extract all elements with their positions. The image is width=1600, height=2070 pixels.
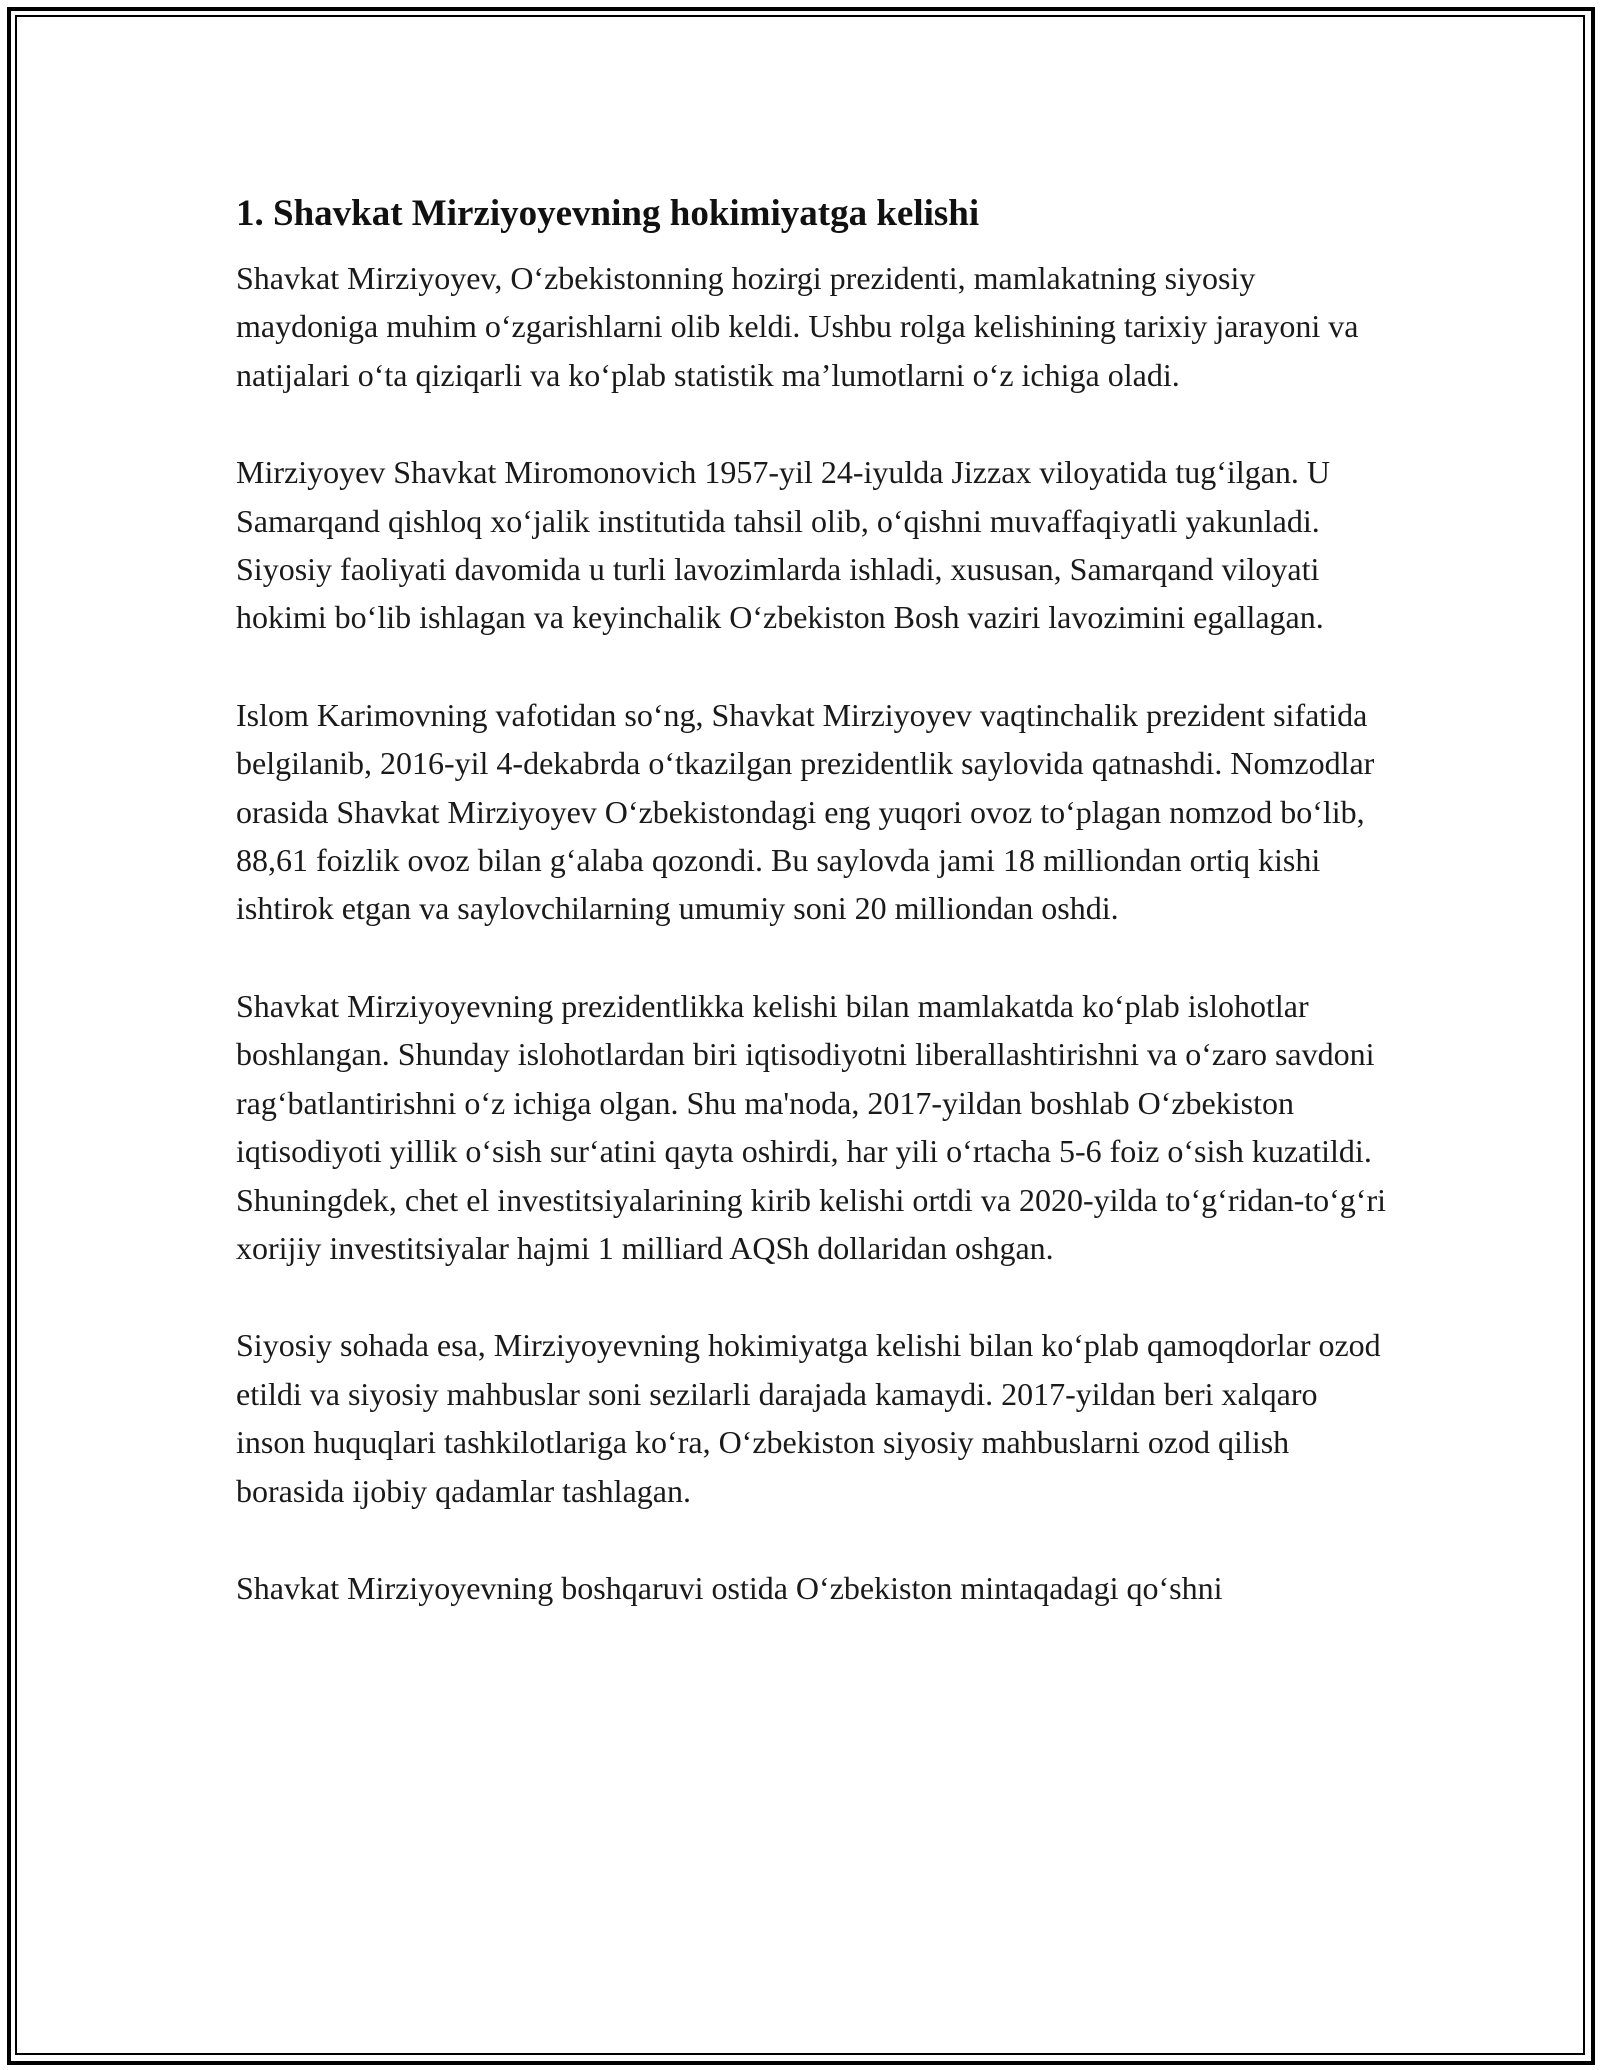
paragraph-2: Mirziyoyev Shavkat Miromonovich 1957-yil 24-iyulda Jizzax viloyatida tug‘ilgan. U Samarqand qishloq xo‘jalik institutida tahsil olib, o‘qishni muvaffaqiyatli yakunladi. Siyosiy faoliyati davomida u turli lavozimlarda ishladi, xususan, Samarqand viloyati hokimi bo‘lib ishlagan va keyinchalik O‘zbekiston Bosh vaziri lavozimini egallagan.: [236, 454, 1331, 636]
paragraph-6: Shavkat Mirziyoyevning boshqaruvi ostida O‘zbekiston mintaqadagi qo‘shni: [236, 1569, 1223, 1606]
paragraph-5: Siyosiy sohada esa, Mirziyoyevning hokimiyatga kelishi bilan ko‘plab qamoqdorlar ozod etildi va siyosiy mahbuslar soni sezilarli darajada kamaydi. 2017-yildan beri xalqaro inson huquqlari tashkilotlariga ko‘ra, O‘zbekiston siyosiy mahbuslarni ozod qilish borasida ijobiy qadamlar tashlagan.: [236, 1327, 1381, 1509]
paragraph-3: Islom Karimovning vafotidan so‘ng, Shavkat Mirziyoyev vaqtinchalik prezident sifatida belgilanib, 2016-yil 4-dekabrda o‘tkazilgan prezidentlik saylovida qatnashdi. Nomzodlar orasida Shavkat Mirziyoyev O‘zbekistondagi eng yuqori ovoz to‘plagan nomzod bo‘lib, 88,61 foizlik ovoz bilan g‘alaba qozondi. Bu saylovda jami 18 milliondan ortiq kishi ishtirok etgan va saylovchilarning umumiy soni 20 milliondan oshdi.: [236, 696, 1375, 927]
document-body: [236, 186, 1386, 1661]
paragraph-1: Shavkat Mirziyoyev, O‘zbekistonning hozirgi prezidenti, mamlakatning siyosiy maydoniga muhim o‘zgarishlarni olib keldi. Ushbu rolga kelishining tarixiy jarayoni va natijalari o‘ta qiziqarli va ko‘plab statistik ma’lumotlarni o‘z ichiga oladi.: [236, 260, 1359, 393]
paragraph-4: Shavkat Mirziyoyevning prezidentlikka kelishi bilan mamlakatda ko‘plab islohotlar boshlangan. Shunday islohotlardan biri iqtisodiyotni liberallashtirishni va o‘zaro savdoni rag‘batlantirishni o‘z ichiga olgan. Shu ma'noda, 2017-yildan boshlab O‘zbekiston iqtisodiyoti yillik o‘sish sur‘atini qayta oshirdi, har yili o‘rtacha 5-6 foiz o‘sish kuzatildi. Shuningdek, chet el investitsiyalarining kirib kelishi ortdi va 2020-yilda to‘g‘ridan-to‘g‘ri xorijiy investitsiyalar hajmi 1 milliard AQSh dollaridan oshgan.: [236, 987, 1386, 1266]
section-title: 1. Shavkat Mirziyoyevning hokimiyatga kelishi: [236, 193, 980, 234]
